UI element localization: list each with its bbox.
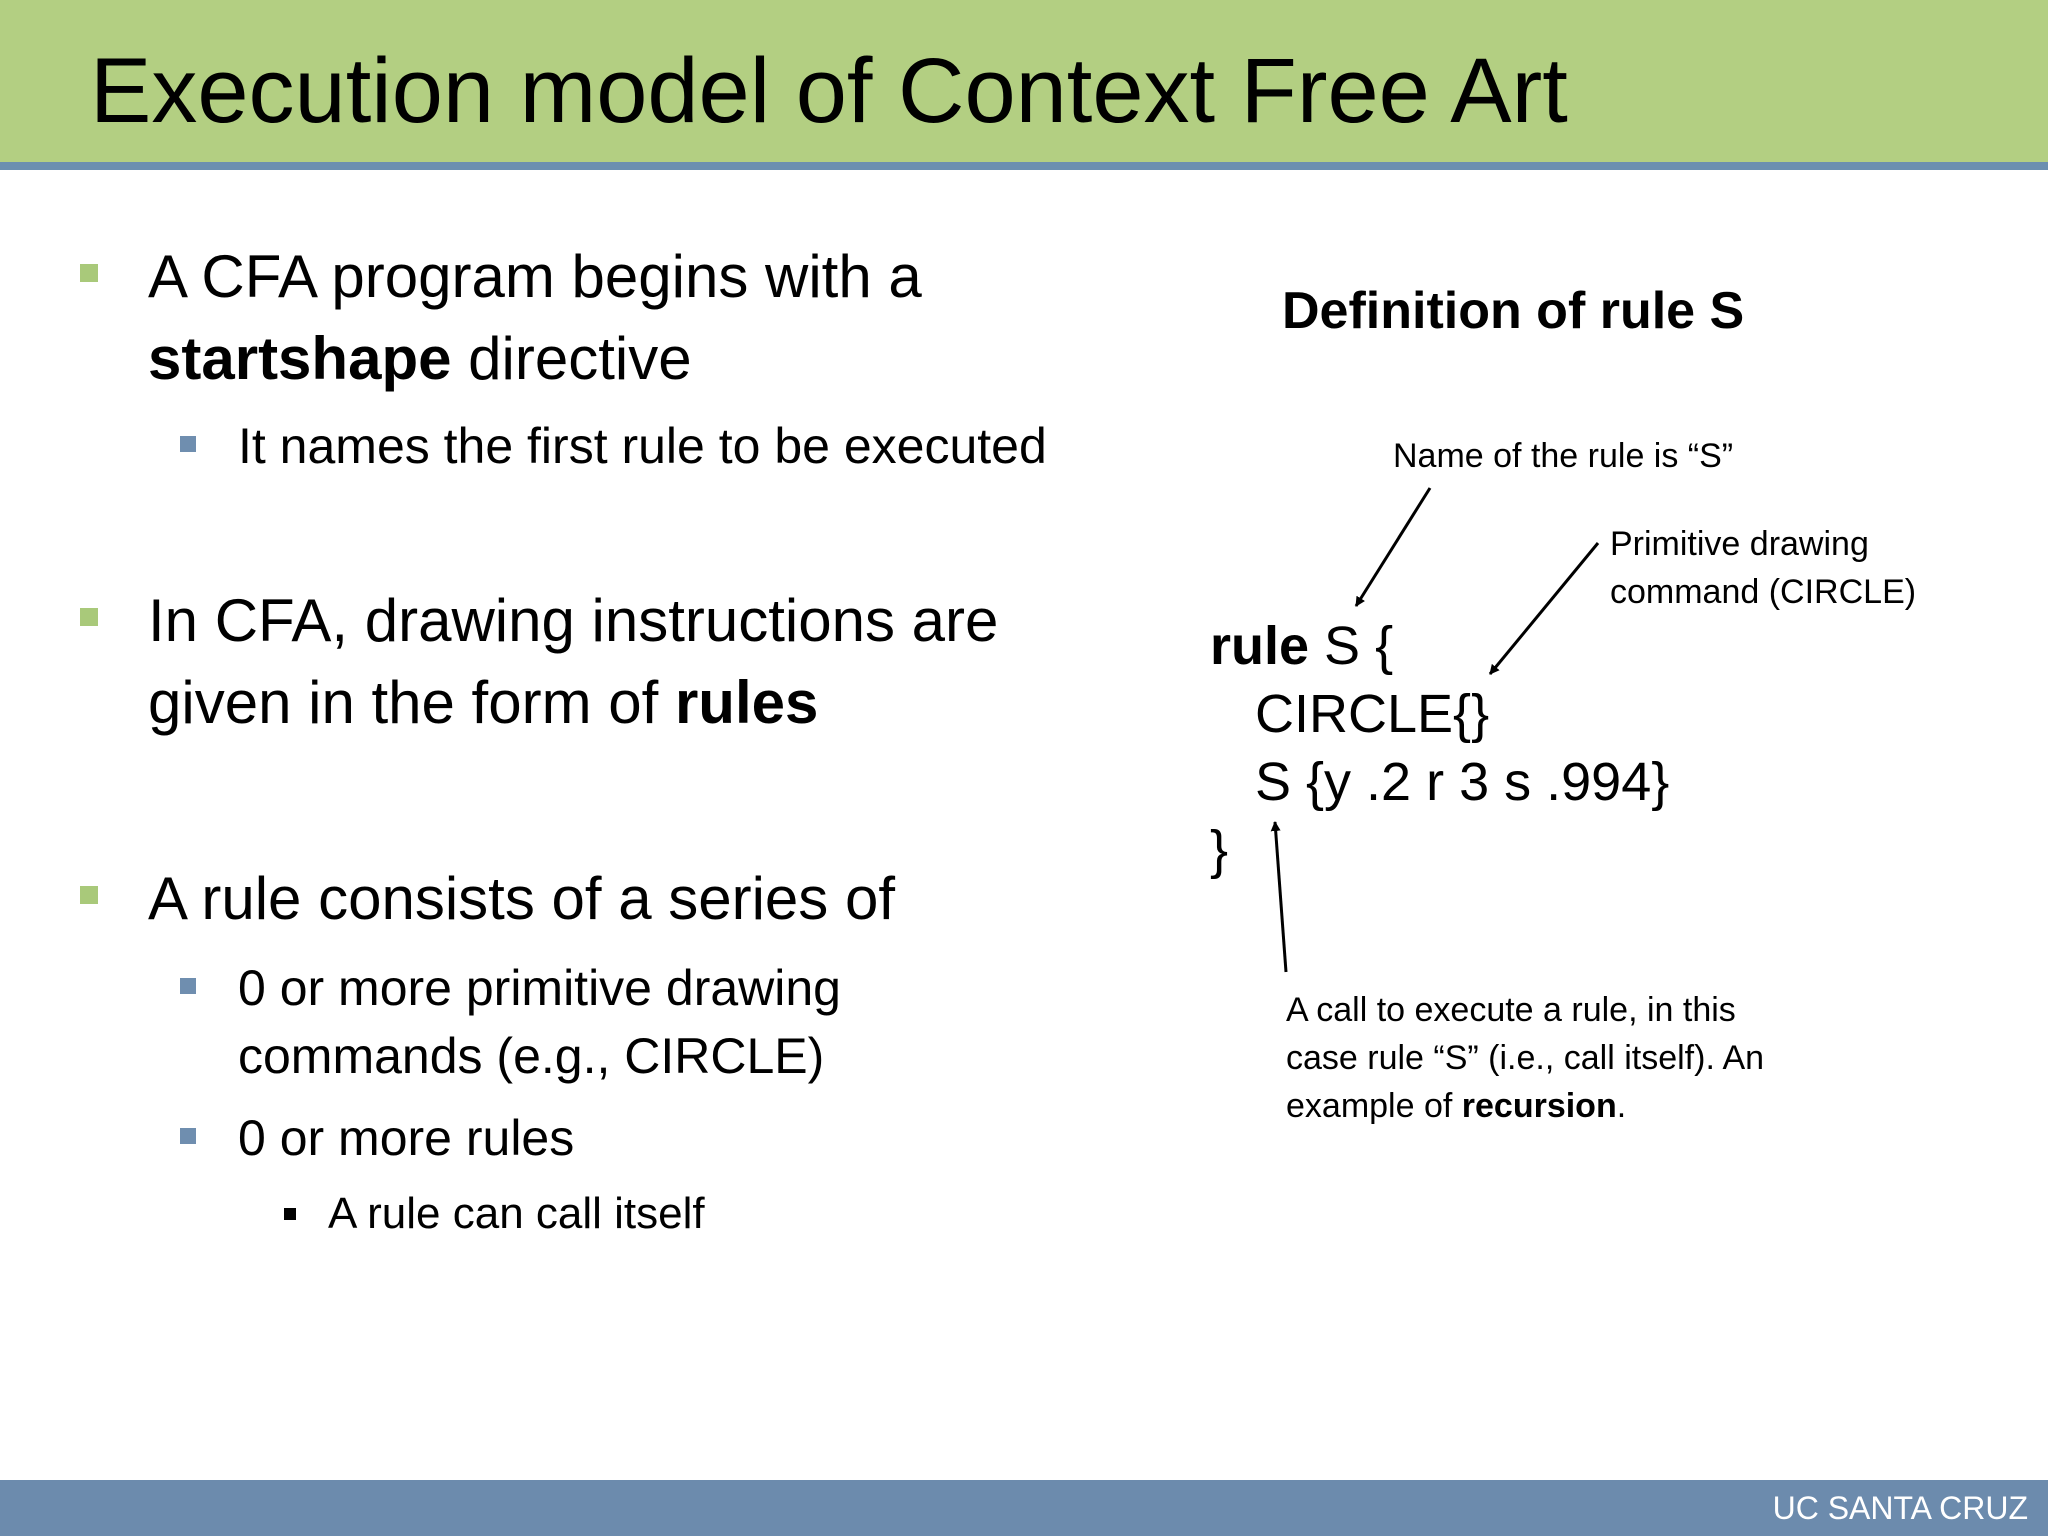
- code-line-2: CIRCLE{}: [1255, 684, 1490, 744]
- annotation-call-bold: recursion: [1461, 1087, 1617, 1125]
- arrow-to-rule-name: [1356, 488, 1430, 606]
- code-line-3: S {y .2 r 3 s .994}: [1255, 752, 1670, 812]
- code-rule-head: S {: [1309, 616, 1394, 676]
- bullet-3-sub1-line1: 0 or more primitive drawing: [238, 960, 841, 1016]
- bullet-2-bold: rules: [674, 669, 819, 736]
- bullet-1-rest: directive: [451, 325, 692, 392]
- footer-institution: UC SANTA CRUZ: [1772, 1490, 2028, 1526]
- annotation-rule-name: Name of the rule is “S”: [1393, 437, 1734, 475]
- bullet-3-sub1-line2: commands (e.g., CIRCLE): [238, 1028, 825, 1084]
- bullet-1-sub1: It names the first rule to be executed: [238, 418, 1047, 474]
- annotation-call-line2: case rule “S” (i.e., call itself). An: [1286, 1039, 1765, 1077]
- bullet-3-sub2: 0 or more rules: [238, 1110, 575, 1166]
- code-line-4: }: [1210, 820, 1229, 880]
- annotation-call-line3-pre: example of: [1286, 1087, 1462, 1125]
- arrow-to-recursive-call: [1275, 822, 1286, 972]
- bullet-3-subsub: A rule can call itself: [328, 1189, 705, 1238]
- footer-bar: [0, 1480, 2048, 1536]
- annotation-call-line1: A call to execute a rule, in this: [1286, 991, 1736, 1029]
- annotation-primitive-line1: Primitive drawing: [1610, 525, 1869, 563]
- bullet-1-line1: A CFA program begins with a: [148, 243, 922, 310]
- slide-title: Execution model of Context Free Art: [90, 40, 1568, 142]
- annotation-primitive-line2: command (CIRCLE): [1610, 573, 1917, 611]
- bullet-2-line1: In CFA, drawing instructions are: [148, 587, 999, 654]
- bullet-2-line2-text: given in the form of: [148, 669, 675, 736]
- bullet-3-line1: A rule consists of a series of: [148, 865, 896, 932]
- arrow-to-primitive: [1490, 543, 1598, 674]
- diagram-title: Definition of rule S: [1282, 282, 1745, 340]
- code-keyword-rule: rule: [1210, 616, 1310, 676]
- annotation-call-line3-post: .: [1616, 1087, 1627, 1125]
- bullet-1-bold: startshape: [148, 325, 452, 392]
